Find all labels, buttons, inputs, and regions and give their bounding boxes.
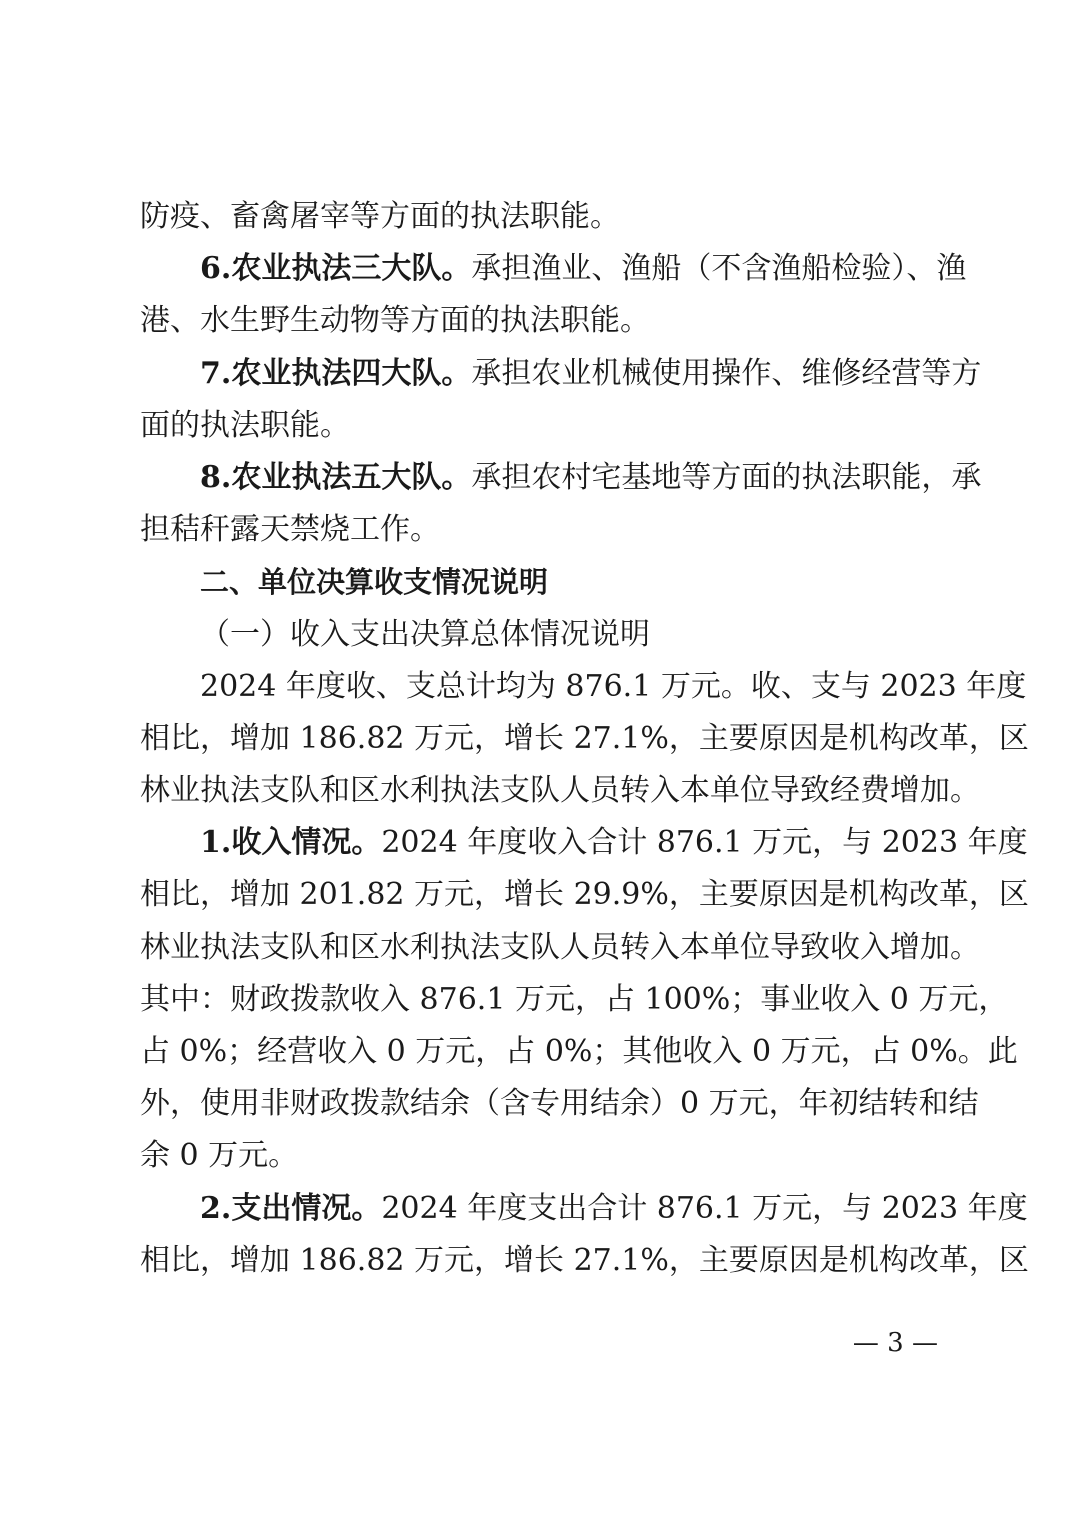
paragraph-line: 余 0 万元。 xyxy=(140,1138,299,1174)
item-title: 1.收入情况。 xyxy=(200,825,382,861)
paragraph-line: 林业执法支队和区水利执法支队人员转入本单位导致经费增加。 xyxy=(140,773,980,809)
item-text: 2024 年度支出合计 876.1 万元，与 2023 年度 xyxy=(381,1190,1028,1226)
paragraph-line: 港、水生野生动物等方面的执法职能。 xyxy=(140,303,650,339)
item-text: 承担农业机械使用操作、维修经营等方 xyxy=(471,355,982,391)
item-title: 8.农业执法五大队。 xyxy=(200,459,472,495)
item-6-paragraph xyxy=(140,243,967,347)
paragraph-line: 其中：财政拨款收入 876.1 万元，占 100%；事业收入 0 万元， xyxy=(140,981,1009,1017)
income-paragraph xyxy=(140,817,1029,1182)
section-heading: 二、单位决算收支情况说明 xyxy=(200,565,549,600)
paragraph-line: 相比，增加 186.82 万元，增长 27.1%，主要原因是机构改革，区 xyxy=(140,1242,1029,1278)
paragraph-line: 林业执法支队和区水利执法支队人员转入本单位导致收入增加。 xyxy=(140,929,980,965)
page-number: — 3 — xyxy=(852,1328,938,1358)
paragraph-line: 面的执法职能。 xyxy=(140,407,350,443)
paragraph-line: 占 0%；经营收入 0 万元，占 0%；其他收入 0 万元，占 0%。此 xyxy=(140,1034,1018,1069)
paragraph-line: 防疫、畜禽屠宰等方面的执法职能。 xyxy=(140,199,620,234)
paragraph-line: 2024 年度收、支总计均为 876.1 万元。收、支与 2023 年度 xyxy=(200,668,1027,704)
item-text: 承担渔业、渔船（不含渔船检验）、渔 xyxy=(471,251,967,287)
paragraph-line: 相比，增加 186.82 万元，增长 27.1%，主要原因是机构改革，区 xyxy=(140,720,1029,756)
item-title: 7.农业执法四大队。 xyxy=(200,355,472,391)
sub-heading: （一）收入支出决算总体情况说明 xyxy=(200,616,650,652)
item-7-paragraph xyxy=(140,348,982,452)
expense-paragraph xyxy=(140,1183,1029,1287)
paragraph-line xyxy=(140,452,982,504)
document-body xyxy=(140,191,1029,1287)
paragraph-line xyxy=(140,1183,1028,1235)
item-text: 承担农村宅基地等方面的执法职能，承 xyxy=(471,459,982,495)
item-title: 2.支出情况。 xyxy=(200,1190,382,1226)
paragraph-line xyxy=(140,817,1028,869)
paragraph-line xyxy=(140,348,982,400)
overview-paragraph xyxy=(140,661,1029,818)
paragraph-line: 外，使用非财政拨款结余（含专用结余）0 万元，年初结转和结 xyxy=(140,1086,979,1122)
item-8-paragraph xyxy=(140,452,982,556)
paragraph-line: 相比，增加 201.82 万元，增长 29.9%，主要原因是机构改革，区 xyxy=(140,877,1029,913)
item-title: 6.农业执法三大队。 xyxy=(200,251,472,287)
paragraph-line: 担秸秆露天禁烧工作。 xyxy=(140,512,440,548)
item-text: 2024 年度收入合计 876.1 万元，与 2023 年度 xyxy=(381,825,1028,861)
paragraph-line xyxy=(140,243,967,295)
